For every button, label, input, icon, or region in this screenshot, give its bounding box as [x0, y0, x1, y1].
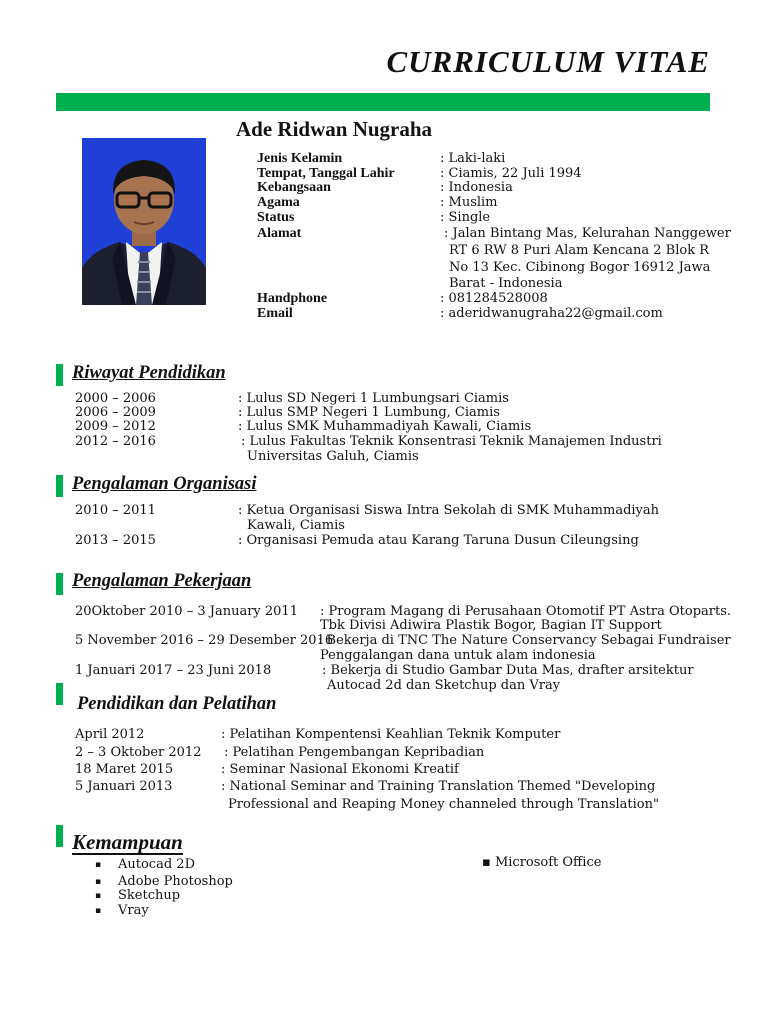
- section-marker: [56, 364, 63, 386]
- training-desc-cont: Professional and Reaping Money channeled through Translation": [228, 797, 659, 812]
- work-date: 1 Januari 2017 – 23 Juni 2018: [75, 663, 272, 678]
- info-label: Tempat, Tanggal Lahir: [257, 166, 395, 181]
- training-date: 5 Januari 2013: [75, 779, 173, 794]
- skill-item: Sketchup: [118, 888, 181, 903]
- bullet-icon: ▪: [95, 860, 102, 870]
- info-value: : Ciamis, 22 Juli 1994: [440, 166, 582, 181]
- training-date: April 2012: [75, 727, 145, 742]
- profile-photo: [82, 138, 206, 305]
- organization-desc-cont: Kawali, Ciamis: [247, 518, 345, 533]
- section-title-work: Pengalaman Pekerjaan: [72, 571, 252, 591]
- work-desc-cont: Penggalangan dana untuk alam indonesia: [320, 648, 596, 663]
- education-desc: : Lulus Fakultas Teknik Konsentrasi Teknik Manajemen Industri: [241, 434, 662, 449]
- bullet-icon: ▪: [95, 877, 102, 887]
- info-value: : Single: [440, 210, 491, 225]
- info-label: Kebangsaan: [257, 180, 331, 195]
- training-date: 2 – 3 Oktober 2012: [75, 745, 202, 760]
- education-desc-cont: Universitas Galuh, Ciamis: [247, 449, 419, 464]
- info-label: Jenis Kelamin: [257, 151, 343, 166]
- education-desc: : Lulus SMP Negeri 1 Lumbung, Ciamis: [238, 405, 500, 420]
- training-desc: : Pelatihan Pengembangan Kepribadian: [224, 745, 485, 760]
- info-label: Handphone: [257, 291, 328, 306]
- address-line: No 13 Kec. Cibinong Bogor 16912 Jawa: [449, 260, 711, 275]
- work-desc: : Program Magang di Perusahaan Otomotif PT Astra Otoparts.: [320, 604, 732, 619]
- phone-value: : 081284528008: [440, 291, 548, 306]
- education-date: 2006 – 2009: [75, 405, 156, 420]
- info-value: : Muslim: [440, 195, 498, 210]
- section-marker: [56, 573, 63, 595]
- education-date: 2009 – 2012: [75, 419, 156, 434]
- skill-item: Vray: [118, 903, 149, 918]
- organization-date: 2010 – 2011: [75, 503, 156, 518]
- bullet-icon: ▪: [95, 891, 102, 901]
- work-date: 20Oktober 2010 – 3 January 2011: [75, 604, 298, 619]
- info-value: : Indonesia: [440, 180, 513, 195]
- work-desc-cont: Tbk Divisi Adiwira Plastik Bogor, Bagian IT Support: [320, 618, 662, 633]
- info-value: : Laki-laki: [440, 151, 506, 166]
- section-marker: [56, 475, 63, 497]
- training-desc: : Seminar Nasional Ekonomi Kreatif: [221, 762, 459, 777]
- training-desc: : Pelatihan Kompentensi Keahlian Teknik Komputer: [221, 727, 561, 742]
- organization-desc: : Ketua Organisasi Siswa Intra Sekolah di SMK Muhammadiyah: [238, 503, 660, 518]
- training-desc: : National Seminar and Training Translation Themed "Developing: [221, 779, 656, 794]
- organization-date: 2013 – 2015: [75, 533, 156, 548]
- cv-title: CURRICULUM VITAE: [386, 44, 710, 79]
- address-line: Barat - Indonesia: [449, 276, 563, 291]
- work-desc: : Bekerja di Studio Gambar Duta Mas, drafter arsitektur: [322, 663, 694, 678]
- info-label: Status: [257, 210, 295, 225]
- work-desc-cont: Autocad 2d dan Sketchup dan Vray: [327, 678, 561, 693]
- skill-item: Autocad 2D: [118, 857, 195, 872]
- address-value: : Jalan Bintang Mas, Kelurahan Nanggewer: [444, 226, 731, 241]
- info-label: Email: [257, 306, 293, 321]
- skill-item-extra: ▪ Microsoft Office: [482, 855, 602, 870]
- section-marker: [56, 825, 63, 847]
- education-date: 2000 – 2006: [75, 391, 156, 406]
- email-value: : aderidwanugraha22@gmail.com: [440, 306, 663, 321]
- section-marker: [56, 683, 63, 705]
- section-title-education: Riwayat Pendidikan: [72, 363, 226, 383]
- info-label: Alamat: [257, 226, 302, 241]
- candidate-name: Ade Ridwan Nugraha: [236, 117, 433, 141]
- education-desc: : Lulus SD Negeri 1 Lumbungsari Ciamis: [238, 391, 509, 406]
- work-desc: : Bekerja di TNC The Nature Conservancy Sebagai Fundraiser: [318, 633, 731, 648]
- skill-item: Adobe Photoshop: [118, 874, 233, 889]
- work-date: 5 November 2016 – 29 Desember 2016: [75, 633, 334, 648]
- section-title-training: Pendidikan dan Pelatihan: [77, 694, 277, 714]
- training-date: 18 Maret 2015: [75, 762, 174, 777]
- bullet-icon: ▪: [95, 906, 102, 916]
- organization-desc: : Organisasi Pemuda atau Karang Taruna Dusun Cileungsing: [238, 533, 639, 548]
- section-title-skills: Kemampuan: [72, 830, 183, 854]
- info-label: Agama: [257, 195, 300, 210]
- section-title-organization: Pengalaman Organisasi: [72, 474, 257, 494]
- address-line: RT 6 RW 8 Puri Alam Kencana 2 Blok R: [449, 243, 709, 258]
- education-desc: : Lulus SMK Muhammadiyah Kawali, Ciamis: [238, 419, 532, 434]
- header-divider: [56, 93, 710, 111]
- education-date: 2012 – 2016: [75, 434, 156, 449]
